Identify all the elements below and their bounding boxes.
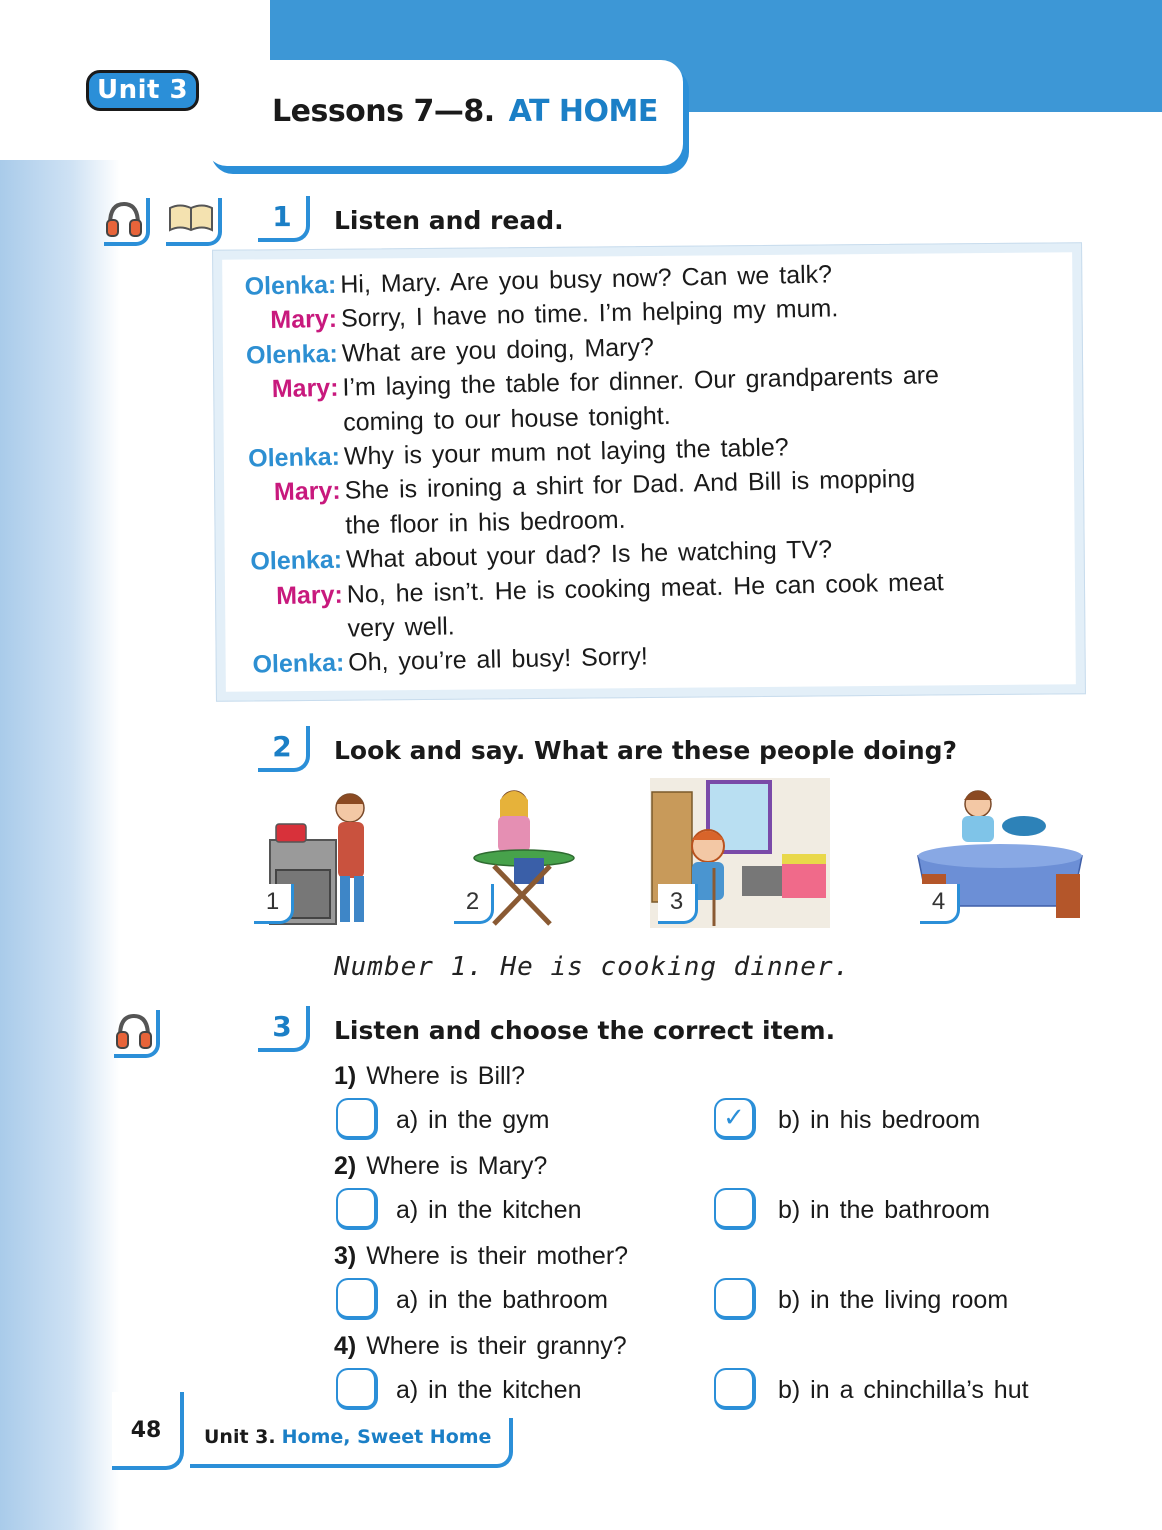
headphones-icon [114,1010,160,1058]
answer-checkbox[interactable]: ✓ [714,1098,756,1140]
answer-option: a) in the bathroom [396,1286,608,1314]
dialog-line: Olenka: Oh, you’re all busy! Sorry! [252,642,649,680]
answer-checkbox[interactable] [336,1368,378,1410]
dialog-line: Mary: I’m laying the table for dinner. Our grandparents are [271,361,940,404]
picture-number: 1 [254,884,294,924]
dialog-line: Mary: She is ironing a shirt for Dad. And Bill is mopping [273,465,916,507]
answer-option: a) in the kitchen [396,1196,582,1224]
answer-option: a) in the kitchen [396,1376,582,1404]
lesson-numbers: Lessons 7—8. [272,94,495,129]
answer-checkbox[interactable] [336,1098,378,1140]
question: 2) Where is Mary? [334,1152,548,1180]
answer-option: b) in the living room [778,1286,1009,1314]
answer-option: a) in the gym [396,1106,550,1134]
task2-title: Look and say. What are these people doing? [334,736,958,765]
task-number-2: 2 [258,726,310,772]
lesson-title [272,94,658,129]
task-number-1: 1 [258,196,310,242]
dialog-line: coming to our house tonight. [342,401,671,437]
answer-checkbox[interactable] [336,1278,378,1320]
task1-title: Listen and read. [334,206,564,235]
page-number: 48 [112,1392,184,1470]
question: 4) Where is their granny? [334,1332,627,1360]
answer-option: b) in a chinchilla’s hut [778,1376,1029,1404]
dialog [230,252,1078,682]
task-number-3: 3 [258,1006,310,1052]
dialog-line: Mary: No, he isn’t. He is cooking meat. He can cook meat [275,567,944,610]
unit-badge: Unit 3 [86,70,199,111]
answer-checkbox[interactable] [714,1368,756,1410]
book-icon [166,198,222,246]
question: 1) Where is Bill? [334,1062,526,1090]
dialog-line: Mary: Sorry, I have no time. I’m helping my mum. [270,294,839,335]
dialog-line: Olenka: What about your dad? Is he watching TV? [250,535,833,576]
picture-number: 4 [920,884,960,924]
example-sentence: Number 1. He is cooking dinner. [334,952,851,982]
answer-checkbox[interactable] [714,1188,756,1230]
page-side-strip [0,0,120,1530]
answer-option: b) in his bedroom [778,1106,981,1134]
picture-number: 2 [454,884,494,924]
lesson-topic: AT HOME [508,94,658,129]
answer-checkbox[interactable] [336,1188,378,1230]
headphones-icon [104,198,150,246]
question: 3) Where is their mother? [334,1242,629,1270]
dialog-line: Olenka: Why is your mum not laying the table? [247,433,789,473]
footer-title: Unit 3. Home, Sweet Home [190,1418,513,1468]
answer-checkbox[interactable] [714,1278,756,1320]
dialog-line: very well. [347,612,455,643]
dialog-line: Olenka: Hi, Mary. Are you busy now? Can we talk? [244,260,833,301]
dialog-line: Olenka: What are you doing, Mary? [245,332,655,370]
picture-number: 3 [658,884,698,924]
answer-option: b) in the bathroom [778,1196,990,1224]
dialog-line: the floor in his bedroom. [345,505,626,540]
task3-title: Listen and choose the correct item. [334,1016,836,1045]
